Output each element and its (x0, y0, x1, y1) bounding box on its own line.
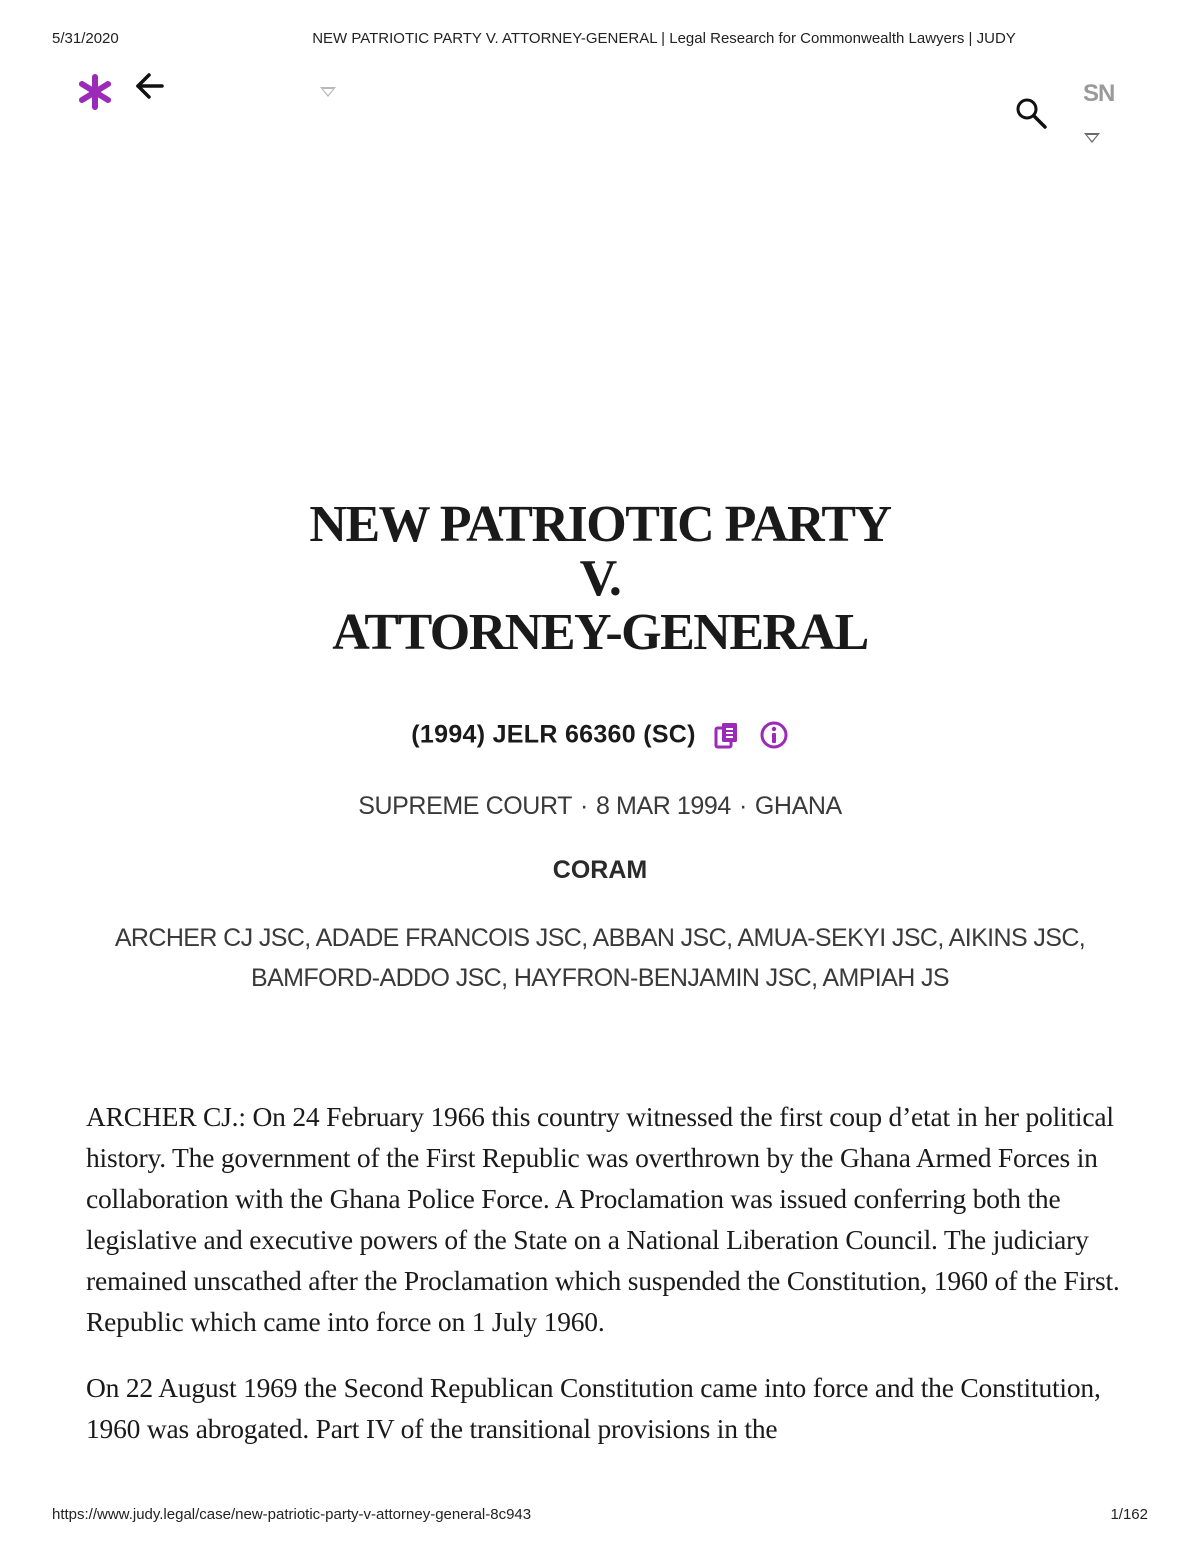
decision-date: 8 MAR 1994 (595, 792, 731, 820)
paragraph-text: On 24 February 1966 this country witnessed the first coup d’etat in her political history. The government of the First Republic was overthrown by the Ghana Armed Forces in collaboration with the Ghana Police Force. A Proclamation was issued conferring both the legislative and executive powers of the State on a National Liberation Council. The judiciary remained unscathed after the Proclamation which suspended the Constitution, 1960 of the First. Republic which came into force on 1 July 1960. (86, 1101, 1120, 1337)
judges-line-1: ARCHER CJ JSC, ADADE FRANCOIS JSC, ABBAN JSC, AMUA-SEKYI JSC, AIKINS JSC, (114, 924, 1086, 952)
user-menu-chevron-icon[interactable] (1082, 130, 1102, 146)
country: GHANA (754, 792, 842, 820)
case-title-line-1: NEW PATRIOTIC PARTY (309, 496, 891, 553)
print-date: 5/31/2020 (52, 30, 119, 47)
judgment-paragraph (86, 1367, 1126, 1449)
chevron-down-icon[interactable] (318, 84, 338, 100)
case-title-line-3: ATTORNEY-GENERAL (332, 604, 868, 661)
page-number: 1/162 (1110, 1506, 1148, 1523)
judgment-body (86, 1096, 1126, 1474)
copy-icon[interactable] (712, 720, 742, 750)
court-name: SUPREME COURT (358, 792, 573, 820)
print-page-title: NEW PATRIOTIC PARTY V. ATTORNEY-GENERAL | Legal Research for Commonwealth Lawyers | JUDY (312, 30, 1016, 47)
case-title-line-2: V. (579, 550, 621, 607)
judges-line-2: BAMFORD-ADDO JSC, HAYFRON-BENJAMIN JSC, AMPIAH JS (251, 964, 949, 992)
court-date-country-line (0, 792, 1200, 821)
separator-dot: · (580, 792, 588, 820)
print-url: https://www.judy.legal/case/new-patriotic-party-v-attorney-general-8c943 (52, 1506, 532, 1523)
judges-list (60, 918, 1140, 998)
info-icon[interactable] (759, 720, 789, 750)
coram-heading: CORAM (552, 856, 648, 884)
paragraph-text: On 22 August 1969 the Second Republican Constitution came into force and the Constitution, 1960 was abrogated. Part IV of the transitional provisions in the (86, 1372, 1101, 1444)
judge-speaker: ARCHER CJ.: (86, 1101, 246, 1132)
judy-logo-icon[interactable] (78, 74, 112, 110)
case-citation: (1994) JELR 66360 (SC) (411, 720, 696, 749)
citation-row (0, 720, 1200, 756)
print-footer (0, 1506, 1200, 1526)
back-arrow-icon[interactable] (134, 70, 166, 102)
search-icon[interactable] (1014, 96, 1048, 130)
user-avatar-initials[interactable]: SN (1083, 80, 1115, 107)
separator-dot: · (738, 792, 747, 820)
judgment-paragraph (86, 1096, 1126, 1342)
print-header (0, 30, 1200, 50)
case-title (0, 498, 1200, 660)
